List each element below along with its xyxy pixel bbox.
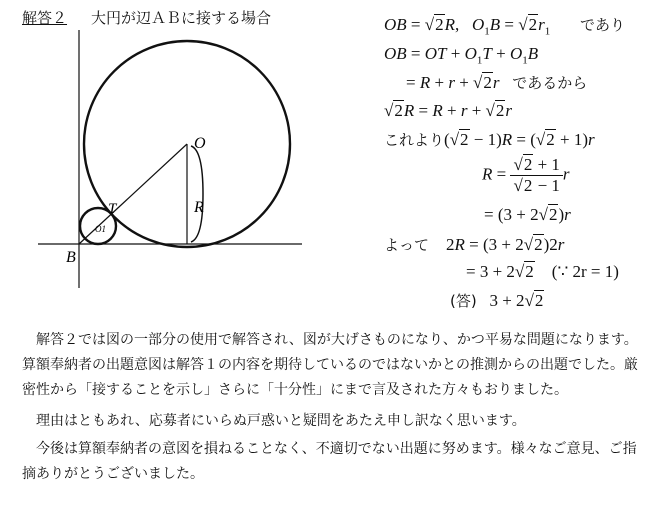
label-R: R xyxy=(194,199,204,216)
paragraph-2: 理由はともあれ、応募者にいらぬ戸惑いと疑問をあたえ申し訳なく思います。 xyxy=(36,413,526,429)
math-line-9: = 3 + 2√2 (∵ 2r = 1) xyxy=(466,262,619,281)
radius-brace xyxy=(191,146,203,242)
paragraph-3: 今後は算額奉納者の意図を損ねることなく、不適切でない出題に努めます。様々なご意見、ご指摘ありがとうございました。 xyxy=(22,441,637,482)
math-line-10: (答) 3 + 2√2 xyxy=(450,291,544,310)
math-line-5: これより(√2 − 1)R = (√2 + 1)r xyxy=(384,130,595,149)
line1-suffix: であり xyxy=(579,16,625,34)
label-B: B xyxy=(66,249,76,266)
answer-label: (答) xyxy=(450,292,477,310)
label-O1: O1 xyxy=(95,224,106,234)
because-note: (∵ 2r = 1) xyxy=(551,262,619,281)
math-line-2: OB = OT + $O_1T + O_1B$ xyxy=(384,44,539,67)
heading-label: 解答２ xyxy=(22,9,68,27)
label-T: T xyxy=(108,201,117,217)
heading-title: 大円が辺ＡＢに接する場合 xyxy=(91,9,272,27)
line5-prefix: これより xyxy=(384,131,445,149)
fraction: $\frac{√2 + 1}{√2 - 1}$ xyxy=(510,155,562,196)
line8-prefix: よって xyxy=(384,236,430,254)
math-line-4: √2R = R + r + √2r xyxy=(384,101,512,120)
geometry-figure xyxy=(0,0,330,300)
math-line-3: = R + r + √2r であるから xyxy=(406,73,588,92)
math-line-8: よって 2R = (3 + 2√2)2r xyxy=(384,235,565,254)
math-line-1: OB = √2R, $O_1B = √2r_1$ であり xyxy=(384,15,625,38)
math-line-7: = (3 + 2√2)r xyxy=(484,205,571,224)
line3-suffix: であるから xyxy=(512,74,588,92)
math-line-6: R = $\frac{√2 + 1}{√2 - 1}$ r xyxy=(482,155,570,195)
label-O: O xyxy=(194,135,206,152)
paragraph-1: 解答２では図の一部分の使用で解答され、図が大げさものになり、かつ平易な問題になります。算額奉納者の出題意図は解答１の内容を期待しているのではないかとの推測からの出題でした。厳密性から「接することを示し」さらに「十分性」にまで言及された方々もおりました。 xyxy=(22,332,638,398)
